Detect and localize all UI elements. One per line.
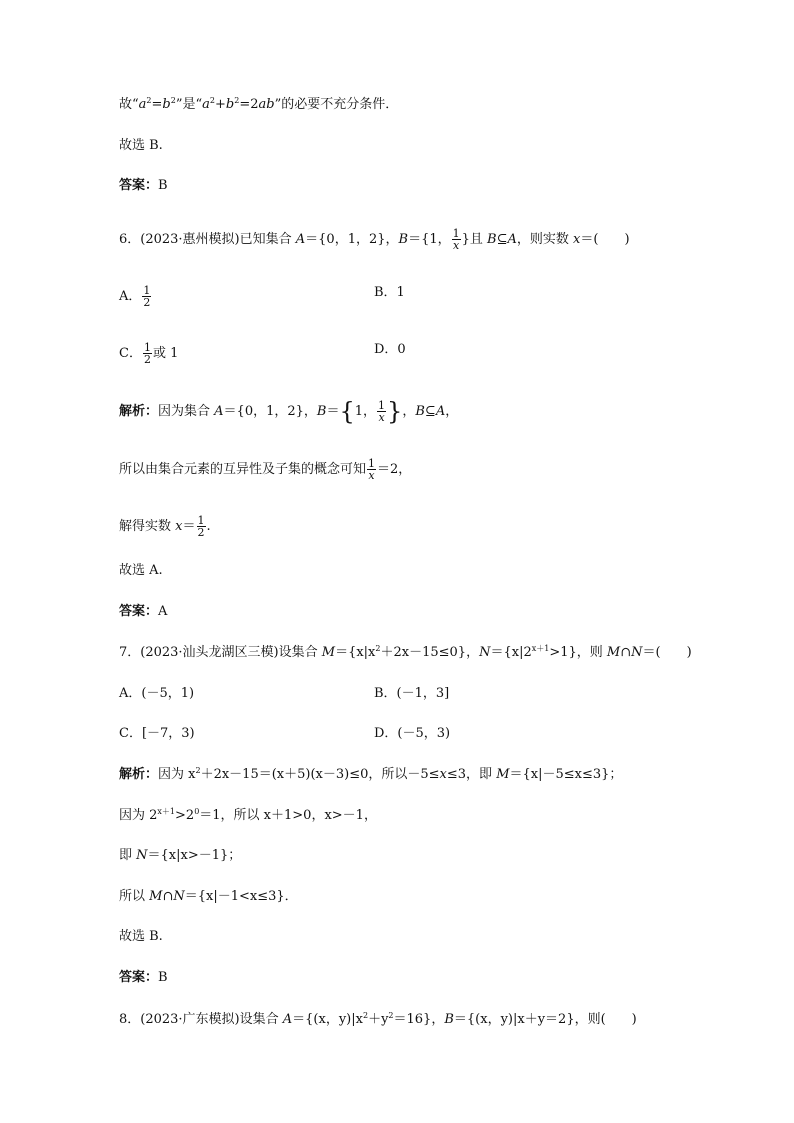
q7-option-b: B．(－1，3]: [374, 686, 450, 701]
q7-analysis-1: 解析：因为 $x^2+2x-15=(x+5)(x-3)\le 0$，所以－5≤x≤3，即 M＝{x|－5≤x≤3}；: [119, 766, 623, 782]
q7-option-c: C．[－7，3): [119, 726, 195, 741]
fraction-1-over-x: $\frac{1}{x}$: [452, 227, 460, 252]
q7-answer: 答案：B: [119, 970, 168, 985]
q7-choose: 故选 B.: [119, 929, 163, 944]
q6-stem: 6．(2023·惠州模拟)已知集合 A＝{0，1，2}，B＝{1， $\frac{1}{x}$ }且 B⊆A，则实数 x＝( ): [119, 227, 630, 252]
q6-option-c: C． $\frac{1}{2}$ 或 1: [119, 341, 179, 366]
q6-analysis-1: 解析：因为集合 A＝{0，1，2}，B＝{1， $\frac{1}{x}$ }，B⊆A，: [119, 397, 459, 426]
q7-option-a: A．(－5，1): [119, 686, 195, 701]
q6-choose: 故选 A.: [119, 563, 163, 578]
q7-analysis-2: 因为 $2^{x+1}>2^0=1$，所以 x＋1>0，x>－1，: [119, 807, 377, 823]
q6-option-d: D．0: [374, 342, 406, 357]
q6-analysis-3: 解得实数 x＝ $\frac{1}{2}$ .: [119, 514, 211, 539]
q5-answer: 答案：B: [119, 178, 168, 193]
q7-analysis-4: 所以 M∩N＝{x|－1<x≤3}．: [119, 889, 298, 904]
q6-analysis-2: 所以由集合元素的互异性及子集的概念可知 $\frac{1}{x}$ ＝2，: [119, 457, 412, 482]
q6-option-a: A． $\frac{1}{2}$: [119, 284, 151, 309]
q5-conclusion: 故“$a^2=b^2$”是“$a^2+b^2=2ab$”的必要不充分条件．: [119, 96, 399, 112]
q8-stem: 8．(2023·广东模拟)设集合 A＝{(x，$y)|x^2+y^2=16$}，B＝{(x，y)|x＋y＝2}，则( ): [119, 1011, 637, 1027]
q6-option-b: B．1: [374, 285, 405, 300]
q7-stem: 7．(2023·汕头龙湖区三模)设集合 $M=\{x|x^2+2x-15\le 0\}$，$N=\{x|2^{x+1}>1\}$，则 M∩N＝( ): [119, 644, 692, 660]
q6-answer: 答案：A: [119, 604, 168, 619]
q5-choose: 故选 B.: [119, 138, 163, 153]
q7-option-d: D．(－5，3): [374, 726, 451, 741]
q7-analysis-3: 即 N＝{x|x>－1}；: [119, 848, 242, 863]
